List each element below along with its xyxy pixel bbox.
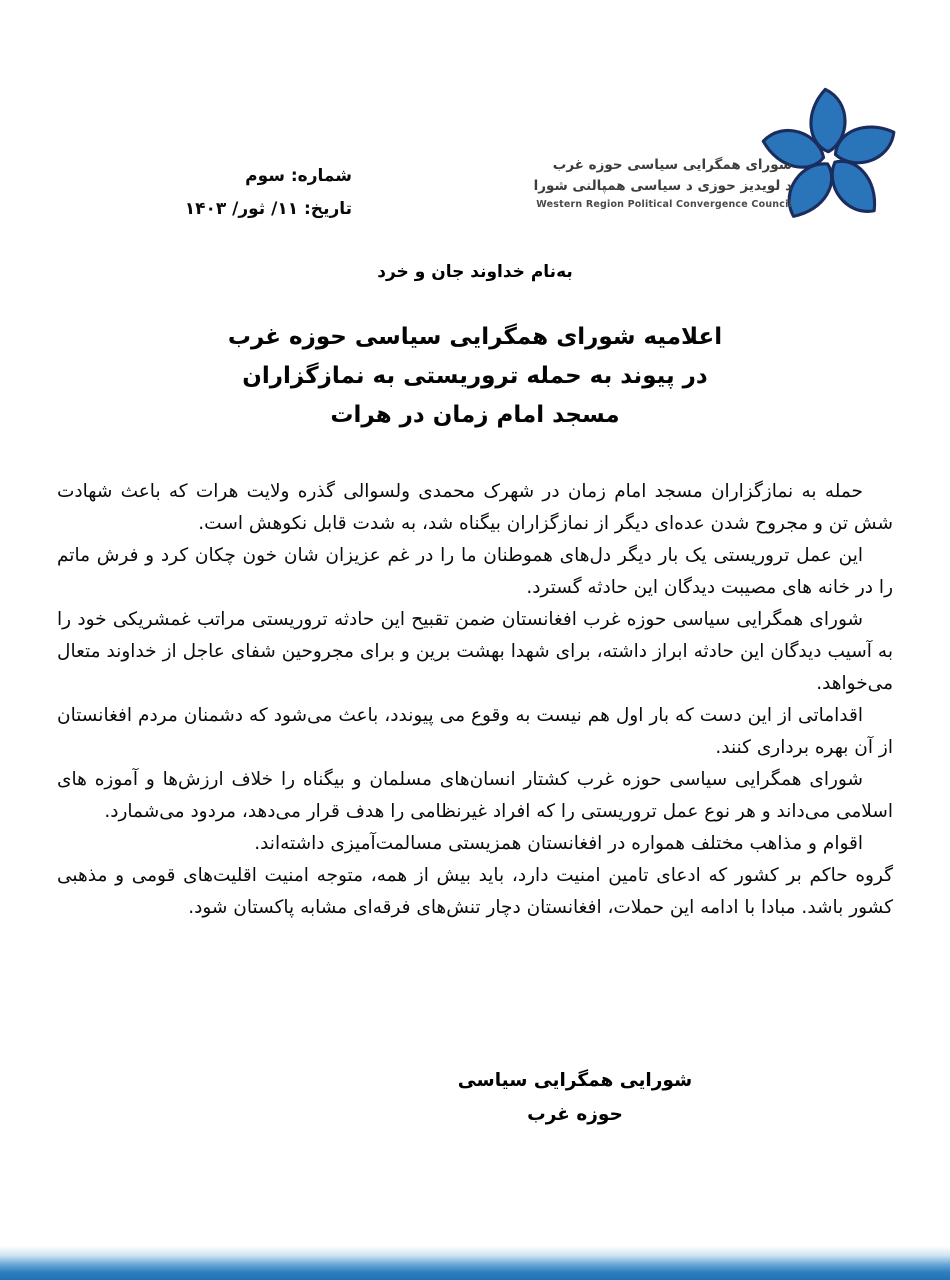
document-meta: [58, 160, 352, 226]
signature-line-1: شورایی همگرایی سیاسی: [457, 1070, 693, 1091]
letterhead-line-pashto: د لویدیز حوزی د سیاسی همپالنی شورا: [533, 178, 792, 194]
paragraph: این عمل تروریستی یک بار دیگر دل‌های هموطنان ما را در غم عزیزان شان خون چکان کرد و فرش ماتم را در خانه های مصیبت دیدگان این حادثه گسترد.: [57, 545, 893, 598]
paragraph: اقداماتی از این دست که بار اول هم نیست به وقوع می پیوندد، باعث می‌شود که دشمنان مردم افغانستان از آن بهره برداری کنند.: [57, 705, 893, 758]
document-number: شماره: سوم: [245, 166, 352, 186]
statement-body: [57, 476, 893, 924]
statement-title: [0, 318, 950, 435]
document-date: تاریخ: ۱۱/ ثور/ ۱۴۰۳: [184, 199, 352, 219]
paragraph: شورای همگرایی سیاسی حوزه غرب کشتار انسان‌های مسلمان و بیگناه را خلاف ارزش‌ها و آموزه های اسلامی می‌داند و هر نوع عمل تروریستی را که افراد غیرنظامی را هدف قرار می‌دهد، مردود می‌شمارد.: [57, 769, 893, 822]
signature-line-2: حوزه غرب: [527, 1104, 623, 1125]
footer-accent-bar: [0, 1246, 950, 1280]
paragraph: اقوام و مذاهب مختلف همواره در افغانستان همزیستی مسالمت‌آمیزی داشته‌اند.: [254, 833, 863, 854]
paragraph: حمله به نمازگزاران مسجد امام زمان در شهرک محمدی ولسوالی گذره ولایت هرات که باعث شهادت شش تن و مجروح شدن عده‌ای دیگر از نمازگزاران بیگناه شد، به شدت قابل نکوهش است.: [57, 481, 893, 534]
paragraph: گروه حاکم بر کشور که ادعای تامین امنیت دارد، باید بیش از همه، متوجه امنیت اقلیت‌های قومی و مذهبی کشور باشد. مبادا با ادامه این حملات، افغانستان دچار تنش‌های فرقه‌ای مشابه پاکستان شود.: [57, 865, 893, 918]
signature: [200, 1064, 950, 1132]
title-line-3: مسجد امام زمان در هرات: [330, 402, 620, 428]
title-line-1: اعلامیه شورای همگرایی سیاسی حوزه غرب: [227, 324, 723, 350]
invocation-line: به‌نام خداوند جان و خرد: [377, 262, 573, 282]
letterhead-line-english: Western Region Political Convergence Council: [536, 199, 792, 210]
paragraph: شورای همگرایی سیاسی حوزه غرب افغانستان ضمن تقبیح این حادثه تروریستی مراتب غمشریکی خود را به آسیب دیدگان این حادثه ابراز داشته، برای شهدا بهشت برین و برای مجروحین شفای عاجل از خداوند متعال می‌خواهد.: [57, 609, 893, 694]
title-line-2: در پیوند به حمله تروریستی به نمازگزاران: [242, 363, 708, 389]
letterhead-line-dari: شورای همگرایی سیاسی حوزه غرب: [552, 157, 792, 173]
council-letterhead-text: [532, 155, 792, 212]
